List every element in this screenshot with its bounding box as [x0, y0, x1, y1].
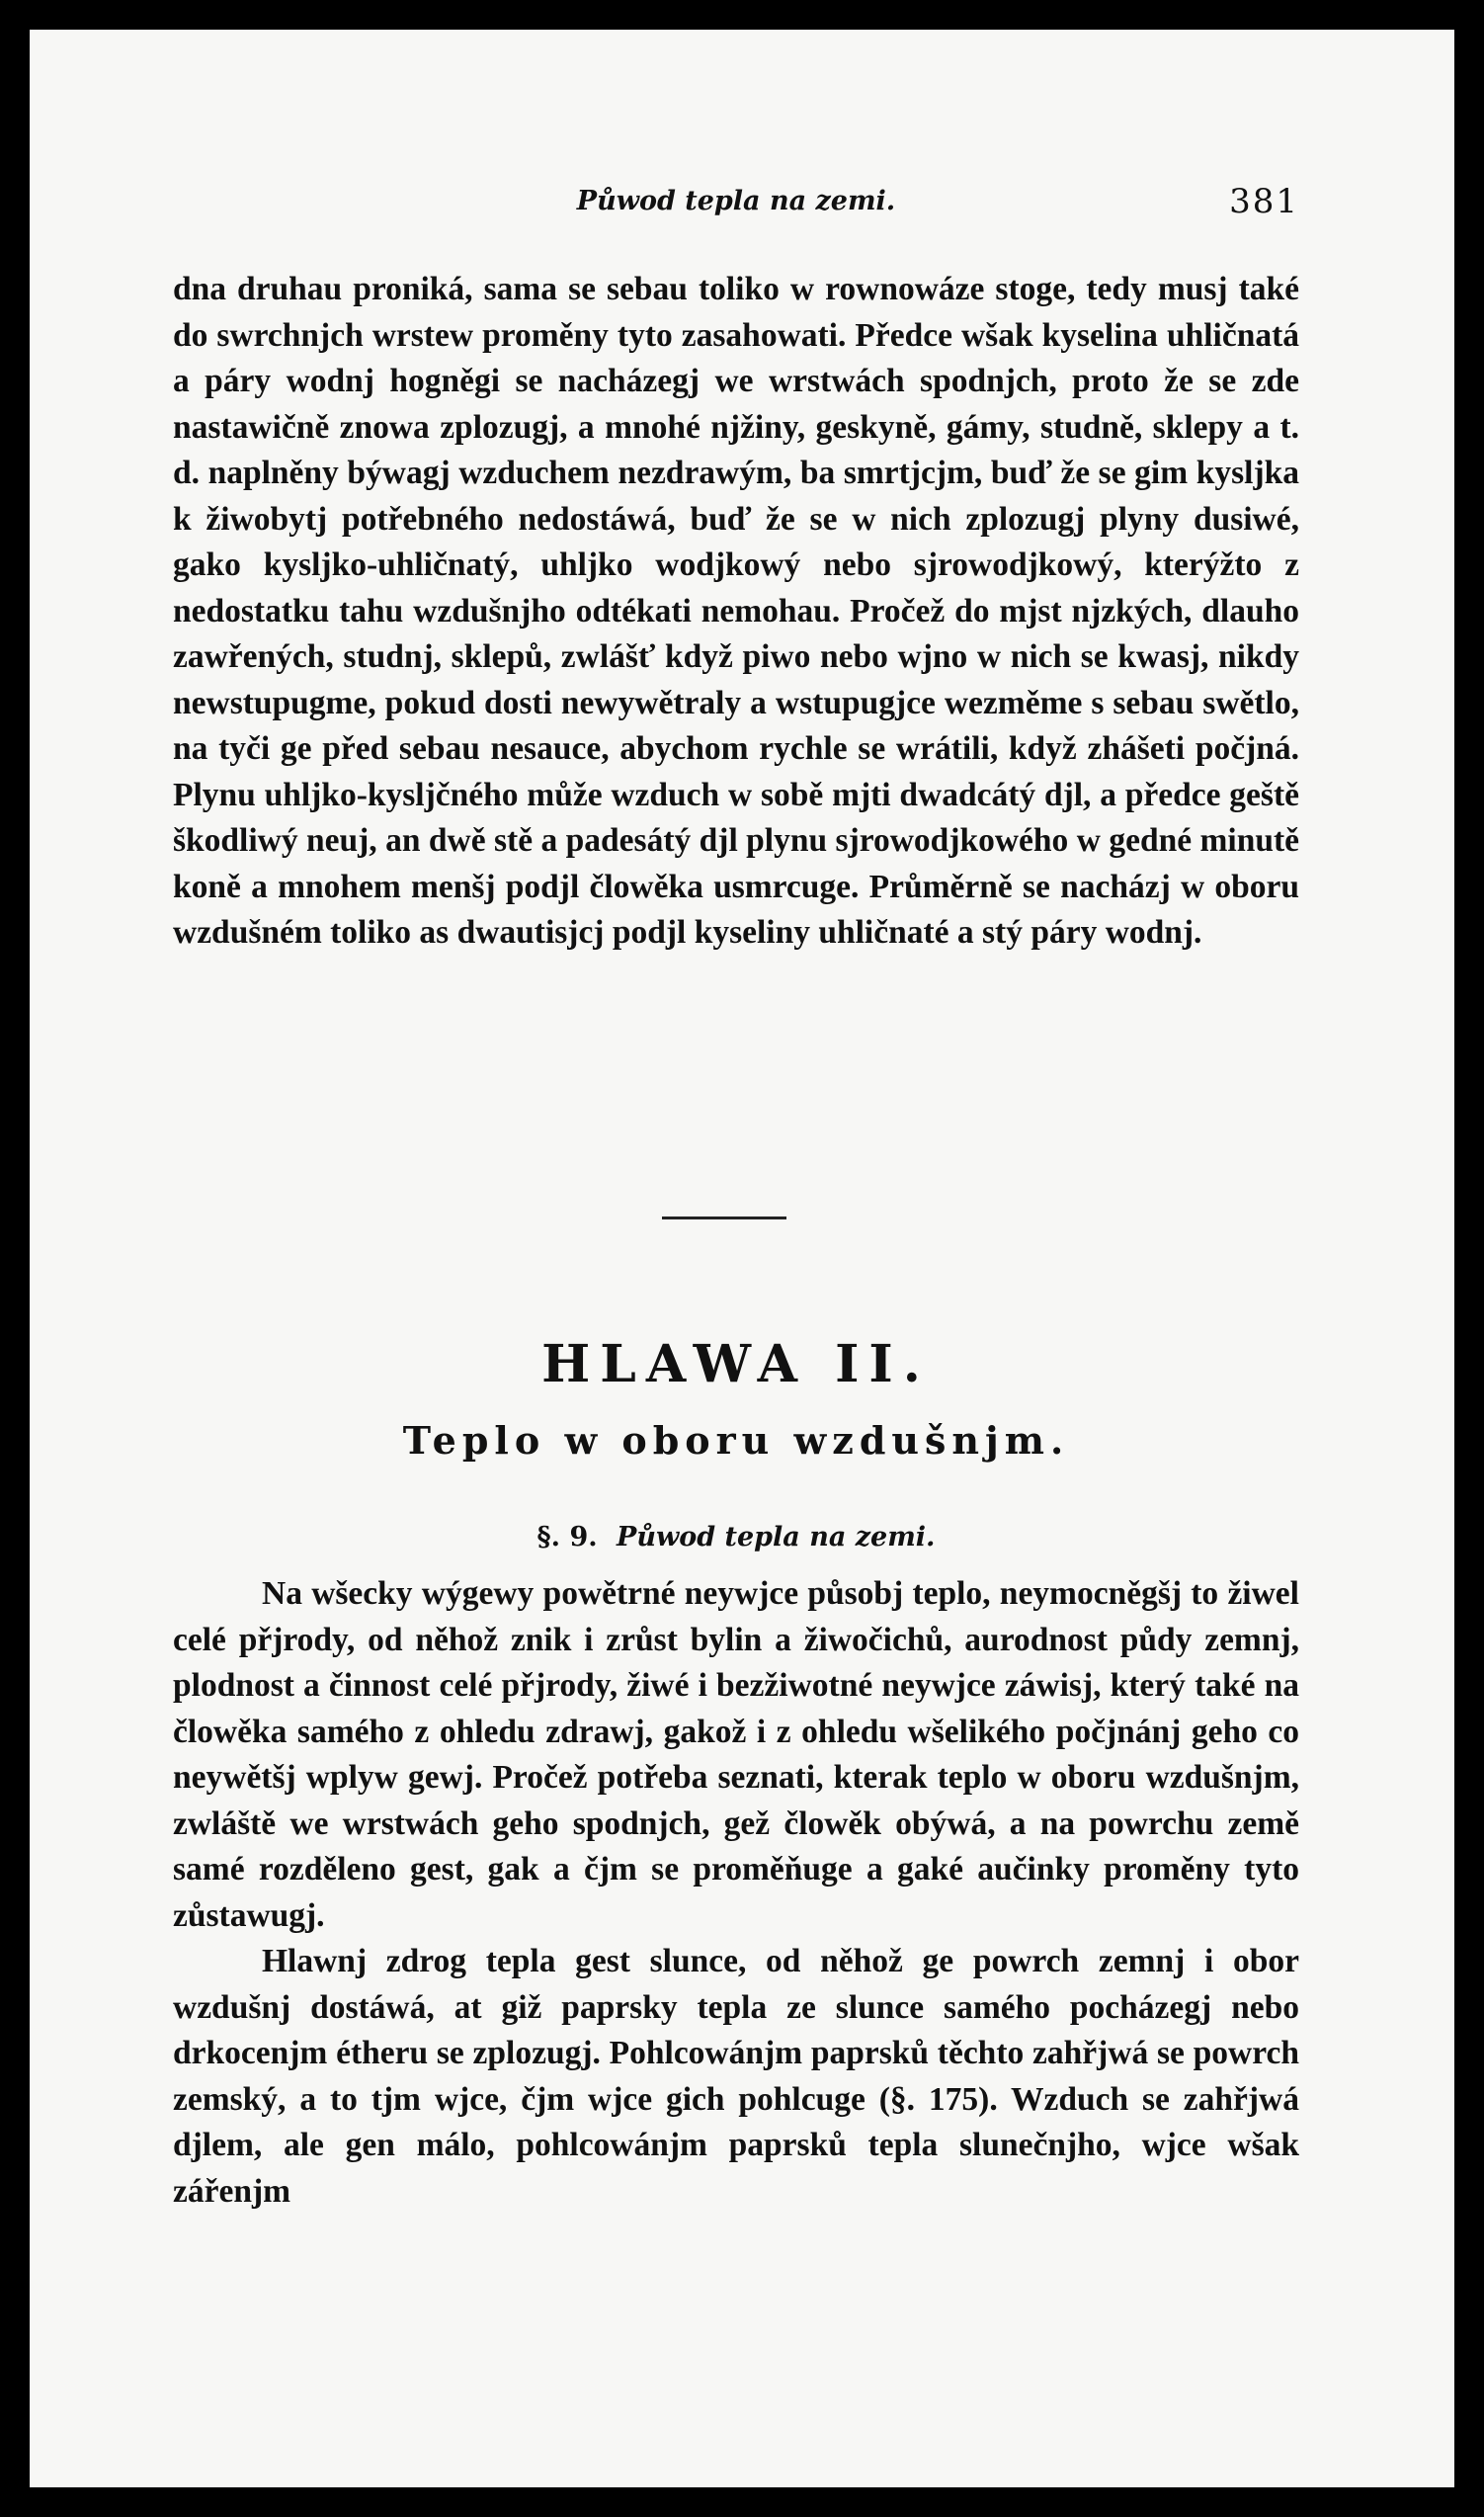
chapter-subtitle: Teplo w oboru wzdušnjm. — [402, 1418, 1070, 1463]
running-head: Půwod tepla na zemi. — [576, 186, 896, 216]
paragraph-bottom-block — [173, 1571, 1299, 2215]
section-title: Půwod tepla na zemi. — [617, 1522, 936, 1552]
book-page — [30, 30, 1454, 2487]
paragraph-top-block — [173, 267, 1299, 957]
paragraph: dna druhau proniká, sama se sebau toliko w rownowáze stoge, tedy musj také do swrchnjch wrstew proměny tyto zasahowati. Předce wšak kyselina uhličnatá a páry wodnj hogněgi se nacházegj we wrstwách spodnjch, proto že se zde nastawičně znowa zplozugj, a mnohé njžiny, geskyně, gámy, studně, sklepy a t. d. naplněny býwagj wzduchem nezdrawým, ba smrtjcjm, buď že se gim kysljka k žiwobytj potřebného nedostáwá, buď že se w nich zplozugj plyny dusiwé, gako kysljko-uhličnatý, uhljko wodjkowý nebo sjrowodjkowý, kterýžto z nedostatku tahu wzdušnjho odtékati nemohau. Pročež do mjst njzkých, dlauho zawřených, studnj, sklepů, zwlášť když piwo nebo wjno w nich se kwasj, nikdy newstupugme, pokud dosti newywětraly a wstupugjce wezměme s sebau swětlo, na tyči ge před sebau nesauce, abychom rychle se wrátili, když zhášeti počjná. Plynu uhljko-kysljčného může wzduch w sobě mjti dwadcátý djl, a předce geště škodliwý neuj, an dwě stě a padesátý djl plynu sjrowodjkowého w gedné minutě koně a mnohem menšj podjl člowěka usmrcuge. Průměrně se nacházj w oboru wzdušném toliko as dwautisjcj podjl kyseliny uhličnaté a stý páry wodnj. — [173, 271, 1299, 951]
section-divider — [662, 1217, 786, 1219]
paragraph: Na wšecky wýgewy powětrné neywjce působj teplo, neymocněgšj to žiwel celé přjrody, od něhož znik i zrůst bylin a žiwočichů, aurodnost půdy zemnj, plodnost a činnost celé přjrody, žiwé i bezžiwotné neywjce záwisj, který také na člowěka samého z ohledu zdrawj, gakož i z ohledu wšelikého počjnánj geho co neywětšj wplyw gewj. Pročež potřeba seznati, kterak teplo w oboru wzdušnjm, zwláště we wrstwách geho spodnjch, gež člowěk obýwá, a na powrchu země samé rozděleno gest, gak a čjm se proměňuge a gaké aučinky proměny tyto zůstawugj. — [173, 1575, 1299, 1934]
page-number: 381 — [1229, 182, 1299, 221]
chapter-title: HLAWA II. — [541, 1334, 931, 1394]
paragraph: Hlawnj zdrog tepla gest slunce, od něhož ge powrch zemnj i obor wzdušnj dostáwá, at giž paprsky tepla ze slunce samého pocházegj nebo drkocenjm étheru se zplozugj. Pohlcowánjm paprsků těchto zahřjwá se powrch zemský, a to tjm wjce, čjm wjce gich pohlcuge (§. 175). Wzduch se zahřjwá djlem, ale gen málo, pohlcowánjm paprsků tepla slunečnjho, wjce wšak zářenjm — [173, 1943, 1299, 2210]
section-number: §. 9. — [536, 1522, 598, 1552]
page-header — [173, 182, 1299, 235]
section-heading — [173, 1522, 1299, 1552]
